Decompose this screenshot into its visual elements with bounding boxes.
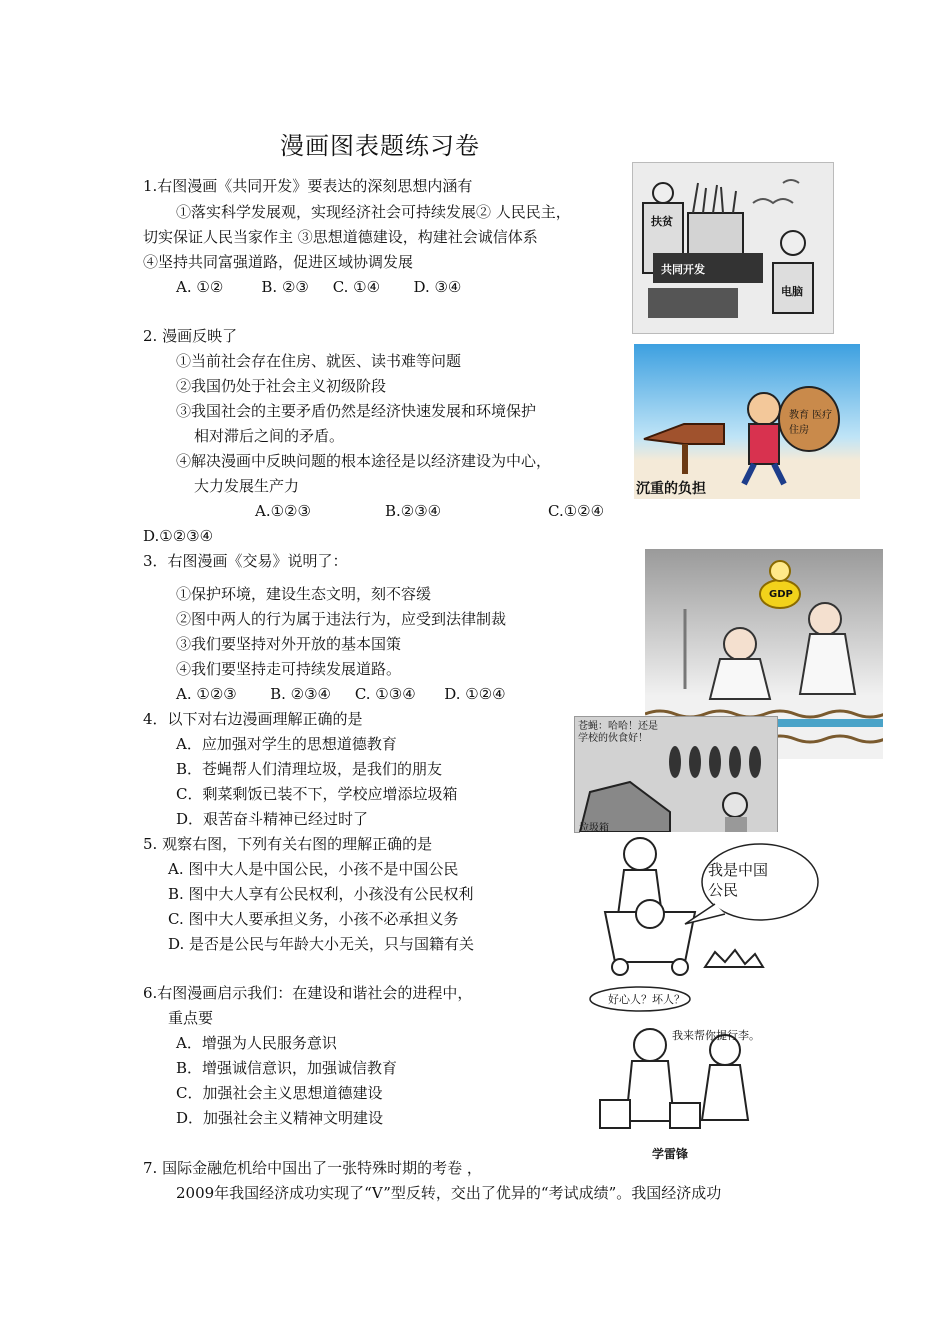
q2-option-d: D.①②③④ — [143, 527, 214, 545]
cartoon-chenzhong-fudan — [634, 344, 860, 499]
q1-line2: 切实保证人民当家作主 ③思想道德建设，构建社会诚信体系 — [143, 228, 538, 246]
cartoon3-gdp-label: GDP — [769, 589, 793, 600]
q5-stem: 5. 观察右图，下列有关右图的理解正确的是 — [143, 835, 433, 853]
q5-option-a: A. 图中大人是中国公民，小孩不是中国公民 — [168, 860, 459, 878]
q1-options: A. ①② B. ②③ C. ①④ D. ③④ — [176, 278, 462, 296]
q3-line2: ②图中两人的行为属于违法行为，应受到法律制裁 — [176, 610, 507, 628]
q6-option-d: D．加强社会主义精神文明建设 — [176, 1109, 384, 1127]
q2-line2: ②我国仍处于社会主义初级阶段 — [176, 377, 387, 395]
q3-stem: 3．右图漫画《交易》说明了： — [143, 552, 348, 570]
cartoon-cangying — [574, 716, 778, 833]
q4-stem: 4．以下对右边漫画理解正确的是 — [143, 710, 363, 728]
cartoon-gongtong-kaifa — [632, 162, 834, 334]
q3-line1: ①保护环境，建设生态文明，刻不容缓 — [176, 585, 432, 603]
q1-line3: ④坚持共同富强道路，促进区域协调发展 — [143, 253, 414, 271]
q2-line1: ①当前社会存在住房、就医、读书难等问题 — [176, 352, 462, 370]
q6-stem-line2: 重点要 — [168, 1009, 214, 1027]
q3-line3: ③我们要坚持对外开放的基本国策 — [176, 635, 402, 653]
cartoon4-fly-speech: 苍蝇：哈哈！还是学校的伙食好！ — [578, 721, 658, 744]
speech-bubble-line1: 我是中国 — [708, 861, 769, 879]
q6-option-b: B．增强诚信意识，加强诚信教育 — [176, 1059, 398, 1077]
q7-stem: 7. 国际金融危机给中国出了一张特殊时期的考卷 ， — [143, 1159, 482, 1177]
cartoon-xue-leifeng — [580, 985, 798, 1163]
q3-line4: ④我们要坚持走可持续发展道路。 — [176, 660, 402, 678]
q2-line4: 相对滞后之间的矛盾。 — [194, 427, 345, 445]
q4-option-b: B．苍蝇帮人们清理垃圾，是我们的朋友 — [176, 760, 443, 778]
q4-option-c: C．剩菜剩饭已装不下，学校应增添垃圾箱 — [176, 785, 458, 803]
q6-option-c: C．加强社会主义思想道德建设 — [176, 1084, 383, 1102]
q2-option-a: A.①②③ — [255, 502, 311, 520]
q3-options: A. ①②③ B. ②③④ C. ①③④ D. ①②④ — [176, 685, 506, 703]
q1-line1: ①落实科学发展观，实现经济社会可持续发展② 人民民主， — [176, 203, 571, 221]
cartoon1-sign: 共同开发 — [661, 263, 705, 276]
q2-option-b: B.②③④ — [385, 502, 442, 520]
cartoon4-bin-label: 垃圾箱 — [579, 823, 609, 833]
q6-option-a: A．增强为人民服务意识 — [176, 1034, 337, 1052]
page-title: 漫画图表题练习卷 — [280, 132, 480, 160]
cartoon1-computer-label: 电脑 — [781, 285, 803, 298]
q5-option-d: D. 是否是公民与年龄大小无关，只与国籍有关 — [168, 935, 475, 953]
q5-option-b: B. 图中大人享有公民权利，小孩没有公民权利 — [168, 885, 474, 903]
cartoon-gongmin — [580, 832, 828, 982]
cartoon1-box-label: 扶贫 — [651, 215, 673, 228]
speech-bubble-line2: 公民 — [708, 881, 739, 899]
cartoon6-thought-bubble: 好心人？坏人？ — [608, 993, 685, 1006]
q4-option-d: D．艰苦奋斗精神已经过时了 — [176, 810, 369, 828]
q2-line6: 大力发展生产力 — [194, 477, 300, 495]
q2-line3: ③我国社会的主要矛盾仍然是经济快速发展和环境保护 — [176, 402, 537, 420]
q5-option-c: C. 图中大人要承担义务，小孩不必承担义务 — [168, 910, 459, 928]
q1-stem: 1.右图漫画《共同开发》要表达的深刻思想内涵有 — [143, 177, 473, 195]
cartoon6-caption: 学雷锋 — [652, 1147, 689, 1161]
q6-stem: 6.右图漫画启示我们：在建设和谐社会的进程中， — [143, 984, 473, 1002]
q7-line1: 2009年我国经济成功实现了“V”型反转，交出了优异的“考试成绩”。我国经济成功 — [176, 1184, 722, 1202]
cartoon2-caption: 沉重的负担 — [636, 481, 706, 497]
q2-option-c: C.①②④ — [548, 502, 605, 520]
q2-line5: ④解决漫画中反映问题的根本途径是以经济建设为中心， — [176, 452, 552, 470]
q4-option-a: A．应加强对学生的思想道德教育 — [176, 735, 397, 753]
cartoon6-speech: 我来帮你提行李。 — [672, 1029, 760, 1042]
cartoon2-bag-label: 教育 医疗 住房 — [789, 410, 833, 436]
q2-stem: 2. 漫画反映了 — [143, 327, 238, 345]
